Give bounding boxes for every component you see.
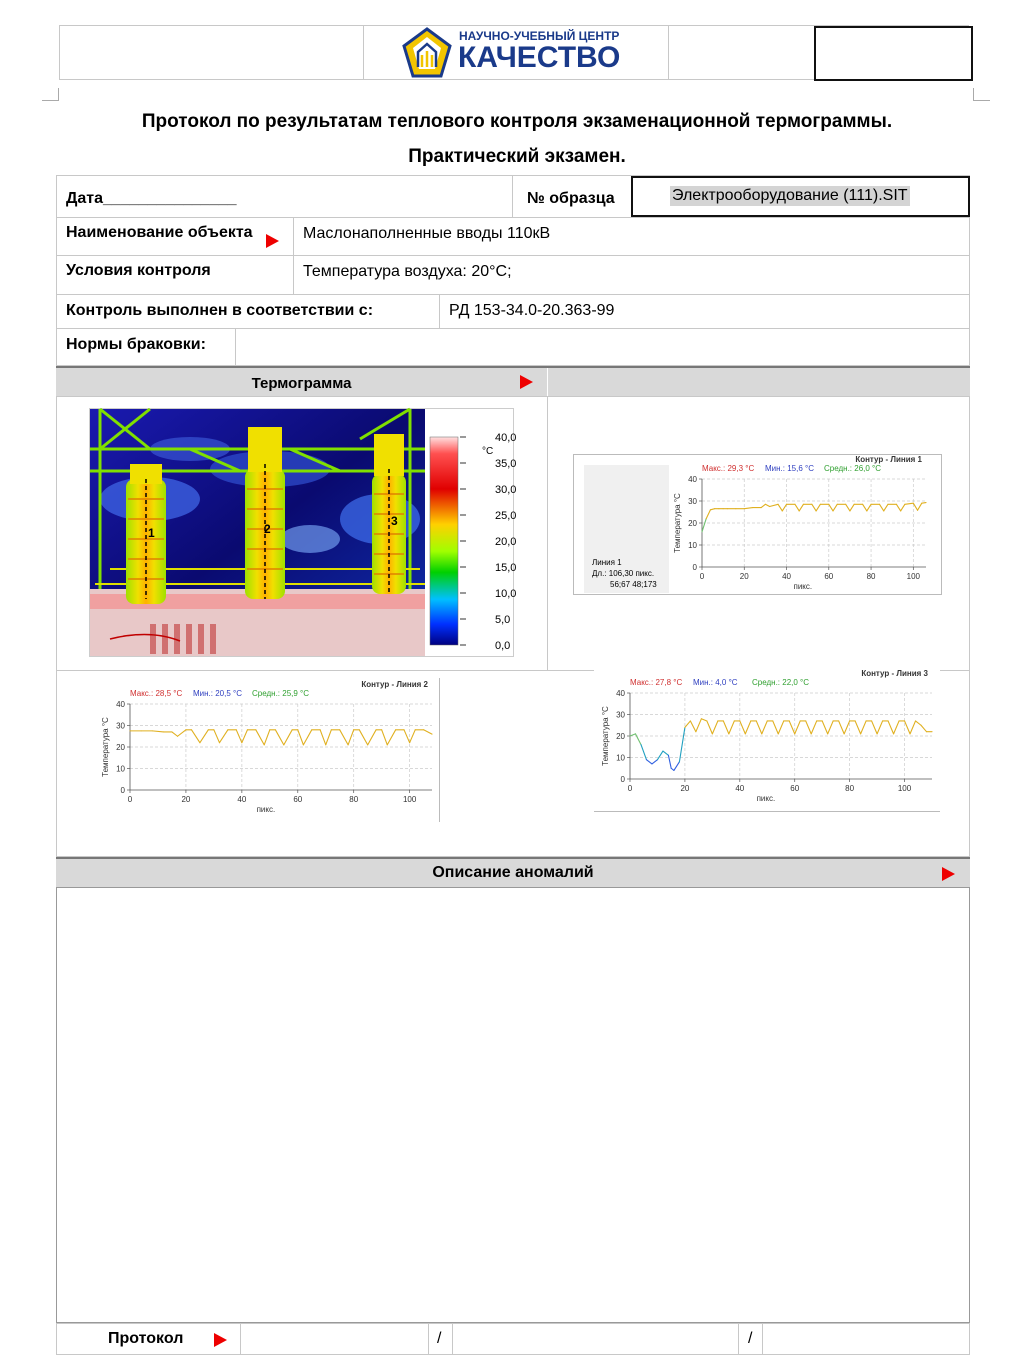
corner-mark	[973, 88, 990, 101]
chart-line-segment	[861, 721, 866, 734]
chart-ytick-label: 40	[116, 700, 125, 709]
protocol-divider	[428, 1323, 429, 1355]
chart-line-segment	[424, 730, 432, 734]
chart-line-segment	[663, 751, 668, 755]
corner-mark	[42, 88, 59, 101]
chart-line-segment	[368, 730, 376, 745]
row-line	[56, 328, 970, 329]
chart-ytick-label: 30	[616, 710, 625, 720]
sample-number-value: Электрооборудование (111).SIT	[672, 187, 908, 204]
chart-xtick-label: 40	[782, 572, 791, 581]
chart-xtick-label: 40	[735, 784, 745, 793]
profile-chart-1	[670, 455, 940, 596]
chart-line-segment	[275, 730, 283, 745]
scale-tick: 30,0	[495, 484, 517, 496]
chart-xlabel: пикс.	[756, 794, 776, 803]
chart-line-segment	[382, 730, 388, 745]
scale-tick: 40,0	[495, 432, 517, 444]
chart-line-segment	[828, 721, 833, 734]
protocol-arrow-icon	[214, 1333, 227, 1347]
scale-unit: °C	[482, 446, 494, 457]
chart-line-segment	[778, 504, 782, 511]
chart-line-segment	[905, 721, 910, 734]
chart-ytick-label: 0	[692, 563, 697, 572]
object-arrow-icon	[266, 234, 279, 248]
chart-ylabel: Температура °C	[101, 717, 110, 777]
chart-ytick-label: 30	[116, 721, 125, 731]
scale-tick: 20,0	[495, 536, 517, 548]
chart-line-segment	[795, 504, 799, 511]
chart-stat-max: Макс.: 28,5 °C	[130, 689, 183, 698]
protocol-field-1[interactable]	[241, 1324, 428, 1354]
chart-line-segment	[657, 751, 662, 760]
row-divider	[293, 217, 294, 255]
thermogram-divider	[56, 670, 594, 671]
chart-line-segment	[696, 719, 701, 732]
chart-xtick-label: 60	[293, 795, 303, 804]
profile-chart-2	[94, 678, 440, 822]
chart-line-segment	[850, 504, 854, 511]
thermogram-header-divider	[547, 368, 548, 396]
chart-line-segment	[896, 504, 900, 511]
chart-line-segment	[707, 721, 712, 734]
standard-value[interactable]: РД 153-34.0-20.363-99	[449, 302, 615, 319]
chart-title: Контур - Линия 3	[861, 669, 928, 678]
chart-line-segment	[888, 721, 893, 734]
chart-xtick-label: 80	[845, 784, 855, 793]
conditions-value[interactable]: Температура воздуха: 20°С;	[303, 263, 512, 280]
chart-xlabel: пикс.	[256, 805, 276, 814]
profile-chart-1-frame	[573, 454, 942, 595]
row-divider	[439, 294, 440, 328]
chart-line-segment	[816, 504, 820, 511]
chart-line-segment	[910, 721, 915, 734]
chart-line-segment	[679, 727, 684, 761]
chart-line-segment	[745, 721, 750, 734]
chart-line-segment	[172, 732, 178, 736]
line-info-name: Линия 1	[592, 558, 622, 567]
chart-line-segment	[219, 730, 227, 743]
chart-line-segment	[706, 510, 710, 519]
chart-line-segment	[729, 721, 734, 734]
chart-line-segment	[387, 730, 395, 745]
chart-line-segment	[348, 730, 354, 745]
protocol-field-2[interactable]	[453, 1324, 738, 1354]
chart-ytick-label: 40	[688, 475, 697, 484]
chart-xtick-label: 0	[699, 572, 705, 581]
chart-line-segment	[264, 730, 270, 745]
chart-ytick-label: 10	[688, 541, 697, 550]
chart-line-segment	[702, 519, 706, 532]
profile-chart-2-frame	[94, 678, 440, 822]
chart-xtick-label: 80	[349, 795, 359, 804]
chart-line-segment	[690, 721, 695, 732]
chart-line-segment	[674, 762, 679, 771]
chart-line-segment	[782, 504, 786, 511]
chart-line-segment	[799, 504, 803, 511]
chart-line-segment	[901, 504, 905, 511]
protocol-separator: /	[748, 1330, 753, 1347]
document-title: Протокол по результатам теплового контроля экзаменационной термограммы.	[141, 111, 893, 132]
row-line	[56, 255, 970, 256]
chart-stat-avg: Средн.: 22,0 °C	[752, 678, 810, 687]
chart-line-segment	[152, 731, 163, 732]
chart-line-segment	[894, 721, 899, 734]
sample-number-label: № образца	[527, 190, 615, 207]
chart-line-segment	[242, 730, 248, 743]
marker-3: 3	[391, 514, 398, 528]
chart-line-segment	[762, 721, 767, 734]
chart-line-segment	[789, 721, 794, 734]
header-divider	[363, 25, 364, 80]
scale-tick: 0,0	[495, 640, 511, 652]
chart-line-segment	[812, 504, 816, 511]
marker-2: 2	[264, 522, 271, 536]
chart-ytick-label: 20	[616, 732, 625, 741]
chart-line-segment	[710, 509, 714, 510]
chart-stat-max: Макс.: 27,8 °C	[630, 678, 683, 687]
scale-tick: 5,0	[495, 614, 511, 626]
chart-xtick-label: 60	[824, 572, 834, 581]
scale-tick: 15,0	[495, 562, 517, 574]
chart-ytick-label: 0	[620, 775, 625, 784]
logo-emblem-icon	[401, 27, 453, 79]
row-divider	[293, 255, 294, 294]
chart-line-segment	[872, 721, 877, 734]
thermogram-header: Термограмма	[251, 375, 352, 392]
chart-line-segment	[236, 730, 242, 743]
chart-line-segment	[256, 730, 264, 745]
chart-line-segment	[740, 721, 745, 734]
scale-tick: 25,0	[495, 510, 517, 522]
thermal-image	[90, 409, 517, 656]
scale-tick: 35,0	[495, 458, 517, 470]
chart-line-segment	[905, 503, 913, 504]
chart-line-segment	[214, 730, 220, 743]
chart-xtick-label: 20	[680, 784, 690, 793]
chart-line-segment	[359, 730, 367, 745]
thermal-image-frame	[89, 408, 517, 657]
profile-chart-3-frame	[594, 669, 940, 812]
header-divider	[668, 25, 669, 80]
chart-ytick-label: 20	[688, 519, 697, 528]
object-name-label: Наименование объекта	[66, 224, 253, 241]
thermogram-divider	[547, 396, 548, 670]
line-info-coords: 56;67 48;173	[610, 580, 657, 589]
chart-xtick-label: 20	[181, 795, 191, 804]
protocol-field-3[interactable]	[763, 1324, 969, 1354]
chart-stat-avg: Средн.: 25,9 °C	[252, 689, 310, 698]
header-stamp-box	[814, 26, 973, 81]
chart-line-segment	[326, 730, 332, 745]
chart-line-segment	[340, 730, 348, 745]
chart-line-segment	[921, 725, 926, 731]
thermogram-arrow-icon	[520, 375, 533, 389]
chart-line-segment	[744, 508, 752, 509]
chart-ytick-label: 40	[616, 689, 625, 698]
chart-xtick-label: 40	[237, 795, 247, 804]
chart-ytick-label: 30	[688, 497, 697, 506]
chart-stat-min: Мин.: 20,5 °C	[193, 689, 242, 698]
chart-line-segment	[178, 730, 186, 736]
chart-xtick-label: 100	[897, 784, 912, 793]
chart-xtick-label: 20	[739, 572, 749, 581]
chart-line-segment	[839, 721, 844, 734]
logo-text-main: КАЧЕСТВО	[458, 41, 621, 74]
chart-line-segment	[761, 504, 765, 507]
line-info-length: Дл.: 106,30 пикс.	[592, 569, 655, 578]
document-subtitle: Практический экзамен.	[408, 146, 626, 167]
chart-line-segment	[884, 504, 888, 511]
chart-ytick-label: 0	[120, 786, 125, 795]
chart-xtick-label: 100	[402, 795, 417, 804]
chart-line-segment	[765, 504, 769, 506]
protocol-separator: /	[437, 1330, 442, 1347]
chart-xtick-label: 0	[627, 784, 633, 793]
chart-line-segment	[916, 721, 921, 725]
chart-line-segment	[773, 721, 778, 734]
chart-line-segment	[756, 721, 761, 734]
chart-ytick-label: 10	[116, 764, 125, 774]
chart-line-segment	[811, 721, 816, 734]
date-label: Дата_______________	[66, 190, 237, 207]
chart-line-segment	[822, 721, 827, 734]
row-divider	[235, 328, 236, 366]
chart-xlabel: пикс.	[793, 582, 813, 591]
row-line	[56, 217, 970, 218]
chart-line-segment	[855, 721, 860, 734]
chart-line-segment	[685, 721, 690, 727]
chart-line-segment	[863, 504, 867, 511]
chart-ylabel: Температура °C	[673, 493, 682, 553]
chart-ytick-label: 20	[116, 743, 125, 752]
chart-line-segment	[284, 730, 292, 745]
profile-chart-3	[594, 669, 940, 812]
chart-line-segment	[701, 719, 706, 721]
chart-line-segment	[723, 721, 728, 734]
chart-line-segment	[410, 730, 416, 743]
chart-line-segment	[918, 503, 922, 510]
marker-1: 1	[148, 526, 155, 540]
chart-line-segment	[844, 721, 849, 734]
chart-line-segment	[192, 730, 200, 743]
chart-line-segment	[712, 721, 717, 734]
chart-line-segment	[652, 760, 657, 764]
logo-text-top: НАУЧНО-УЧЕБНЫЙ ЦЕНТР	[459, 29, 620, 43]
company-logo	[401, 27, 632, 79]
chart-line-segment	[846, 504, 850, 511]
chart-line-segment	[833, 504, 837, 511]
chart-ylabel: Температура °C	[601, 706, 610, 766]
chart-title: Контур - Линия 1	[855, 455, 922, 464]
chart-line-segment	[778, 721, 783, 734]
chart-xtick-label: 100	[906, 572, 921, 581]
protocol-label: Протокол	[108, 1330, 184, 1347]
chart-line-segment	[770, 504, 778, 506]
chart-line-segment	[200, 730, 208, 743]
chart-line-segment	[320, 730, 326, 745]
chart-xtick-label: 60	[790, 784, 800, 793]
object-name-value[interactable]: Маслонаполненные вводы 110кВ	[303, 225, 551, 242]
conditions-label: Условия контроля	[66, 262, 211, 279]
chart-line-segment	[635, 734, 640, 745]
protocol-divider	[738, 1323, 739, 1355]
chart-ytick-label: 10	[616, 753, 625, 763]
chart-line-segment	[795, 721, 800, 734]
anomalies-header: Описание аномалий	[432, 864, 594, 881]
chart-stat-min: Мин.: 4,0 °C	[693, 678, 738, 687]
chart-line-segment	[298, 730, 304, 745]
chart-stat-avg: Средн.: 26,0 °C	[824, 464, 882, 473]
color-scale-ticks	[482, 432, 516, 652]
chart-line-segment	[877, 721, 882, 734]
chart-line-segment	[806, 721, 811, 734]
anomalies-arrow-icon	[942, 867, 955, 881]
chart-title: Контур - Линия 2	[361, 680, 428, 689]
scale-tick: 10,0	[495, 588, 517, 600]
chart-line-segment	[913, 503, 917, 510]
anomalies-text-area[interactable]	[56, 887, 970, 1323]
chart-line-segment	[829, 504, 833, 511]
chart-line-segment	[880, 504, 884, 511]
chart-line-segment	[404, 730, 410, 743]
row-divider	[512, 175, 513, 217]
standard-label: Контроль выполнен в соответствии с:	[66, 302, 374, 319]
chart-xtick-label: 0	[127, 795, 133, 804]
chart-line-segment	[646, 760, 651, 764]
norms-label: Нормы браковки:	[66, 336, 206, 353]
chart-stat-min: Мин.: 15,6 °C	[765, 464, 814, 473]
row-line	[56, 294, 970, 295]
chart-line-segment	[867, 504, 871, 511]
chart-xtick-label: 80	[866, 572, 876, 581]
chart-line-segment	[303, 730, 311, 745]
chart-line-segment	[922, 503, 926, 504]
chart-stat-max: Макс.: 29,3 °C	[702, 464, 755, 473]
